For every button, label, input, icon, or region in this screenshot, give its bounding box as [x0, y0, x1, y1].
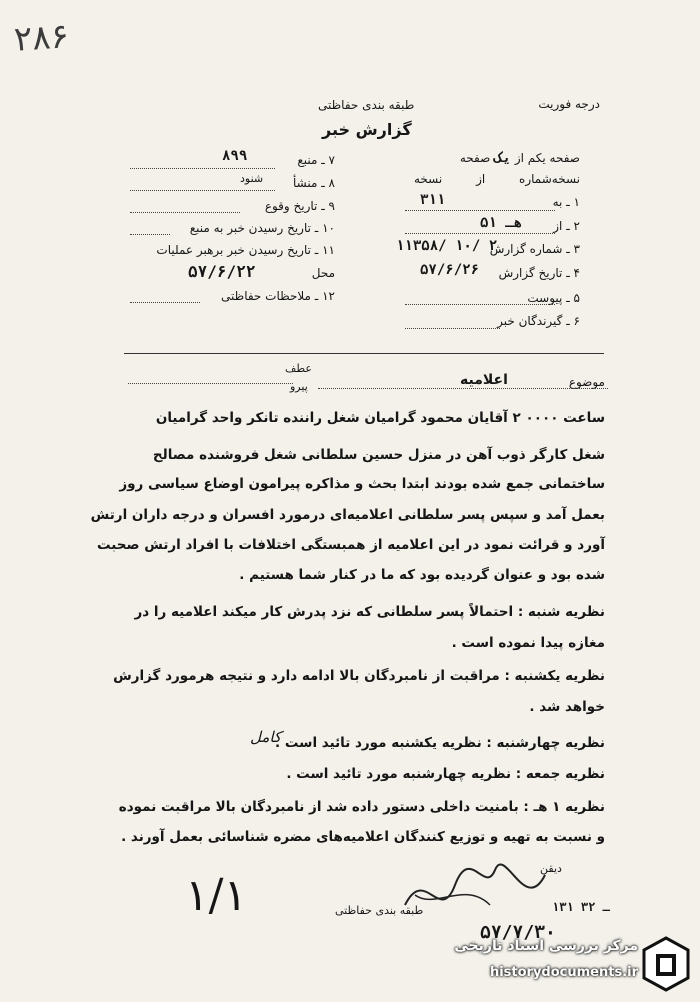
- field-attachment-line: [405, 304, 555, 305]
- subject-value: اعلامیه: [460, 372, 508, 388]
- opinion-line: نظریه یکشنبه : مراقبت از نامبردگان بالا ادامه دارد و نتیجه هرمورد گزارش: [113, 668, 605, 684]
- field-attachment-label: ۵ ـ پیوست: [527, 291, 580, 305]
- field-date-to-operations: [156, 243, 335, 257]
- body-line: آورد و قرائت نمود در این اعلامیه از همبستگی اختلافات با افراد ارتش صحبت: [96, 537, 605, 553]
- opinion-line: نظریه ۱ هـ : بامنیت داخلی دستور داده شد از نامبردگان بالا مراقبت نموده: [118, 799, 605, 815]
- field-report-date: [499, 266, 580, 280]
- opinion-line: خواهد شد .: [529, 699, 605, 715]
- watermark-title: مرکز بررسی اسناد تاریخی: [454, 938, 638, 954]
- field-report-date-label: ۴ ـ تاریخ گزارش: [498, 266, 580, 280]
- opinion-line: نظریه چهارشنبه : نظریه یکشنبه مورد تائید است .: [275, 735, 605, 751]
- classification-label: طبقه بندی حفاظتی: [318, 98, 415, 112]
- field-to: [553, 195, 580, 209]
- signature-note: دیقن: [540, 862, 562, 875]
- field-copy-number: [414, 172, 580, 186]
- field-from: [553, 219, 580, 233]
- peyro-label: پیرو: [290, 380, 308, 393]
- field-to-value: ۳۱۱: [420, 192, 446, 208]
- field-report-number-label: ۳ ـ شماره گزارش: [489, 242, 580, 256]
- watermark-url: historydocuments.ir: [489, 965, 638, 980]
- body-line: شغل کارگر ذوب آهن در منزل حسین سلطانی شغل فروشنده مصالح: [152, 447, 605, 463]
- field-recipients: [497, 314, 580, 328]
- header-separator: [124, 353, 604, 354]
- field-security-notes: [221, 289, 335, 303]
- opinion-line: نظریه جمعه : نظریه چهارشنبه مورد تائید است .: [286, 766, 605, 782]
- atf-line: [128, 383, 293, 384]
- watermark-logo: [398, 932, 694, 998]
- left-handwritten-mark: ۱/۱: [185, 870, 248, 921]
- opinion-line: نظریه شنبه : احتمالاً پسر سلطانی که نزد پدرش کار میکند اعلامیه را در: [134, 604, 605, 620]
- field-date-to-source-label: ۱۰ ـ تاریخ رسیدن خبر به منبع: [189, 221, 335, 235]
- field-copy-number-label: نسخه‌شماره: [519, 172, 580, 186]
- field-origin-value: شنود: [240, 172, 264, 185]
- field-date-to-source: [190, 221, 335, 235]
- body-line: بعمل آمد و سپس پسر سلطانی اعلامیه‌ای درمورد افسران و درجه داران ارتش: [90, 507, 605, 523]
- handwritten-date: ۵۷/۷/۳۰: [480, 922, 556, 943]
- field-date-to-operations-label: ۱۱ ـ تاریخ رسیدن خبر برهبر عملیات: [156, 243, 335, 257]
- field-page-of-label: صفحه یکم از: [514, 151, 580, 165]
- field-to-line: [405, 210, 555, 211]
- field-source-line: [130, 168, 275, 169]
- field-origin-label: ۸ ـ منشأ: [292, 176, 335, 190]
- field-report-number-value: ۱۱۳۵۸/ ۱۰/ ۲: [396, 238, 498, 254]
- field-source: [297, 153, 335, 167]
- body-line: شده بود و عنوان گردیده بود که ما در کنار شما هستیم .: [239, 567, 605, 583]
- field-location: [312, 266, 335, 280]
- field-from-label: ۲ ـ از: [553, 219, 580, 233]
- field-page-of: [460, 150, 580, 166]
- atf-label: عطف: [285, 362, 312, 375]
- footer-classification: طبقه بندی حفاظتی: [335, 904, 424, 917]
- body-line: ساختمانی جمع شده بودند ابتدا بحث و مذاکره پیرامون اوضاع سیاسی روز: [119, 476, 605, 492]
- margin-note: کامل: [250, 728, 282, 746]
- opinion-line: مغازه پیدا نموده است .: [451, 635, 605, 651]
- field-occurrence-date: [265, 199, 335, 213]
- field-copy-number-value: از: [476, 172, 486, 186]
- body-line: ساعت ۰۰۰۰ ۲ آقایان محمود گرامیان شغل راننده تانکر واحد گرامیان: [155, 410, 605, 426]
- report-title: گزارش خبر: [322, 120, 412, 139]
- field-page-of-suffix: صفحه: [459, 151, 491, 165]
- field-source-value: ۸۹۹: [222, 148, 248, 164]
- field-attachment: [527, 291, 580, 305]
- field-location-label: محل: [311, 266, 335, 280]
- field-copy-number-suffix: نسخه: [414, 172, 443, 186]
- field-report-number: [490, 242, 580, 256]
- subject-label: موضوع: [568, 375, 605, 389]
- watermark-emblem-icon: [642, 936, 690, 992]
- field-origin-line: [130, 190, 275, 191]
- field-page-of-value: یک: [494, 150, 512, 166]
- field-security-notes-label: ۱۲ ـ ملاحظات حفاظتی: [221, 289, 335, 303]
- subject-line: [318, 388, 608, 389]
- field-to-label: ۱ ـ به: [552, 195, 580, 209]
- field-origin: [293, 176, 335, 190]
- field-source-label: ۷ ـ منبع: [297, 153, 335, 167]
- field-occurrence-date-label: ۹ ـ تاریخ وقوع: [264, 199, 335, 213]
- opinion-line: و نسبت به تهیه و توزیع کنندگان اعلامیه‌های مضره شناسائی بعمل آورند .: [121, 829, 605, 845]
- field-report-date-value: ۵۷/۶/۲۶: [420, 262, 480, 278]
- field-occurrence-date-line: [130, 212, 240, 213]
- field-from-value: ۵۱ هـ: [480, 215, 523, 231]
- field-recipients-label: ۶ ـ گیرندگان خبر: [497, 314, 580, 328]
- urgency-label: درجه فوریت: [538, 97, 600, 111]
- field-security-notes-line: [130, 302, 200, 303]
- field-from-line: [405, 233, 555, 234]
- field-location-value: ۵۷/۶/۲۲: [188, 262, 256, 281]
- field-date-to-source-line: [130, 234, 170, 235]
- field-recipients-line: [405, 328, 500, 329]
- handwritten-code: ۱۳۱ ـ ۳۲: [552, 900, 610, 914]
- page-number: ۲۸۶: [12, 16, 71, 60]
